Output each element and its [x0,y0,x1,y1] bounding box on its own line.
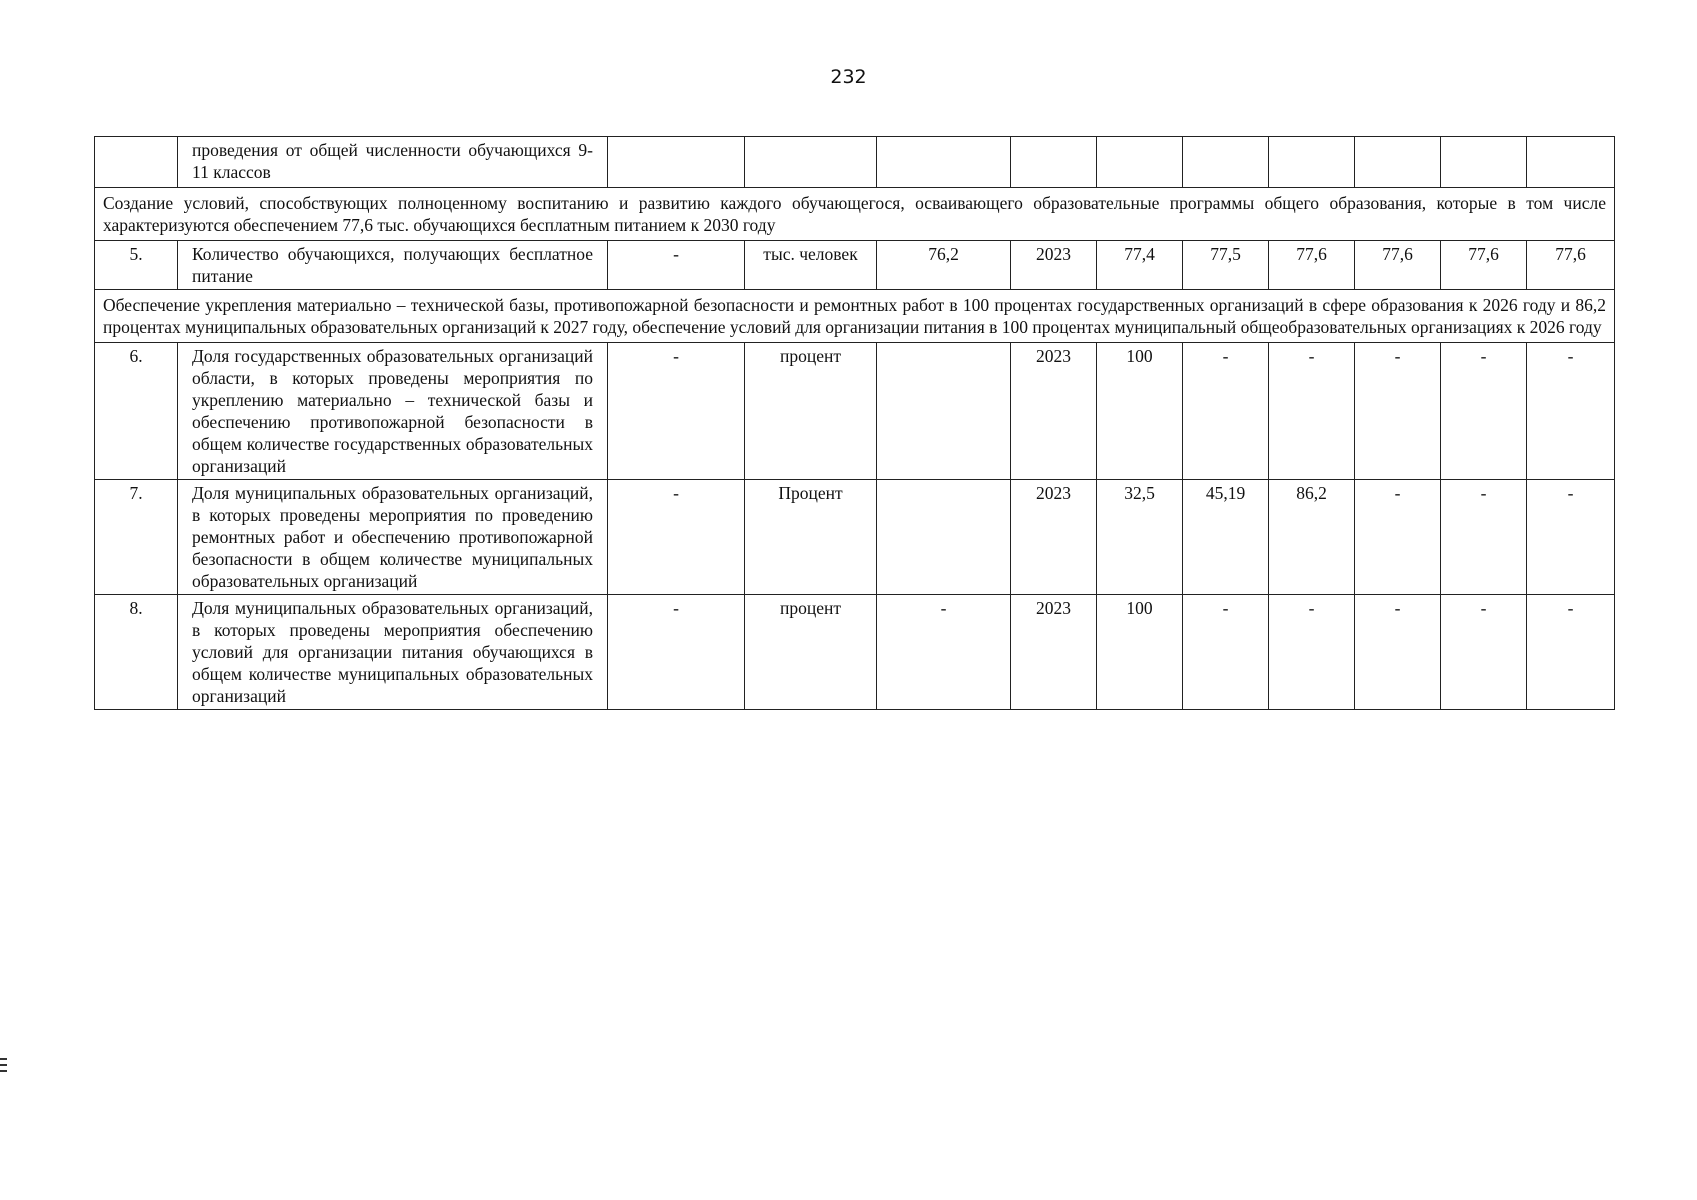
value-4 [1355,137,1441,188]
unit: Процент [745,480,877,595]
base-value: - [877,595,1011,710]
value-3: - [1269,343,1355,480]
base-year: 2023 [1011,343,1097,480]
section-title: Обеспечение укрепления материально – технической базы, противопожарной безопасности и ремонтных работ в 100 процентах государственных организаций в сфере образования к 2026 году и 86,2 процентах муниципальных образовательных организаций к 2027 году, обеспечение условий для организации питания в 100 процентах муниципальный общеобразовательных организациях к 2026 году [95,290,1615,343]
scan-edge-marks [0,1058,8,1076]
row-number: 7. [95,480,178,595]
unit: процент [745,595,877,710]
value-4: - [1355,595,1441,710]
base-year [1011,137,1097,188]
table-row-continuation [95,137,1615,188]
indicator-name: Доля муниципальных образовательных организаций, в которых проведены мероприятия обеспечению условий для организации питания обучающихся в общем количестве муниципальных образовательных организаций [178,595,608,710]
base-value [877,137,1011,188]
value-2: 77,5 [1183,241,1269,290]
base-value [877,480,1011,595]
row-number: 8. [95,595,178,710]
section-row [95,290,1615,343]
value-1: 100 [1097,343,1183,480]
indicator-name: Доля государственных образовательных организаций области, в которых проведены мероприятия по укреплению материально – технической базы и обеспечению противопожарной безопасности в общем количестве государственных образовательных организаций [178,343,608,480]
indicator-name: Доля муниципальных образовательных организаций, в которых проведены мероприятия по проведению ремонтных работ и обеспечению противопожарной безопасности в общем количестве муниципальных образовательных организаций [178,480,608,595]
value-2: 45,19 [1183,480,1269,595]
value-6: - [1527,343,1615,480]
base-indicator: - [608,343,745,480]
value-4: - [1355,343,1441,480]
base-indicator [608,137,745,188]
base-indicator: - [608,241,745,290]
value-2: - [1183,595,1269,710]
value-6: 77,6 [1527,241,1615,290]
value-6: - [1527,480,1615,595]
table-row [95,343,1615,480]
value-1: 100 [1097,595,1183,710]
value-5: - [1441,480,1527,595]
unit: тыс. человек [745,241,877,290]
row-number [95,137,178,188]
value-4: 77,6 [1355,241,1441,290]
section-row [95,188,1615,241]
value-5: - [1441,343,1527,480]
value-1: 77,4 [1097,241,1183,290]
section-title: Создание условий, способствующих полноценному воспитанию и развитию каждого обучающегося, осваивающего образовательные программы общего образования, которые в том числе характеризуются обеспечением 77,6 тыс. обучающихся бесплатным питанием к 2030 году [95,188,1615,241]
base-value [877,343,1011,480]
base-indicator: - [608,595,745,710]
base-year: 2023 [1011,241,1097,290]
table-row [95,241,1615,290]
value-1: 32,5 [1097,480,1183,595]
value-3: 77,6 [1269,241,1355,290]
base-year: 2023 [1011,480,1097,595]
value-5: - [1441,595,1527,710]
value-6: - [1527,595,1615,710]
unit: процент [745,343,877,480]
indicators-table [94,136,1615,710]
value-5 [1441,137,1527,188]
table-row [95,595,1615,710]
value-2: - [1183,343,1269,480]
row-number: 6. [95,343,178,480]
page-number: 232 [830,66,867,88]
value-1 [1097,137,1183,188]
value-3: - [1269,595,1355,710]
value-5: 77,6 [1441,241,1527,290]
base-value: 76,2 [877,241,1011,290]
base-indicator: - [608,480,745,595]
value-4: - [1355,480,1441,595]
value-3 [1269,137,1355,188]
indicator-name: Количество обучающихся, получающих бесплатное питание [178,241,608,290]
indicator-name: проведения от общей численности обучающихся 9-11 классов [178,137,608,188]
value-6 [1527,137,1615,188]
unit [745,137,877,188]
value-3: 86,2 [1269,480,1355,595]
value-2 [1183,137,1269,188]
table-row [95,480,1615,595]
row-number: 5. [95,241,178,290]
base-year: 2023 [1011,595,1097,710]
